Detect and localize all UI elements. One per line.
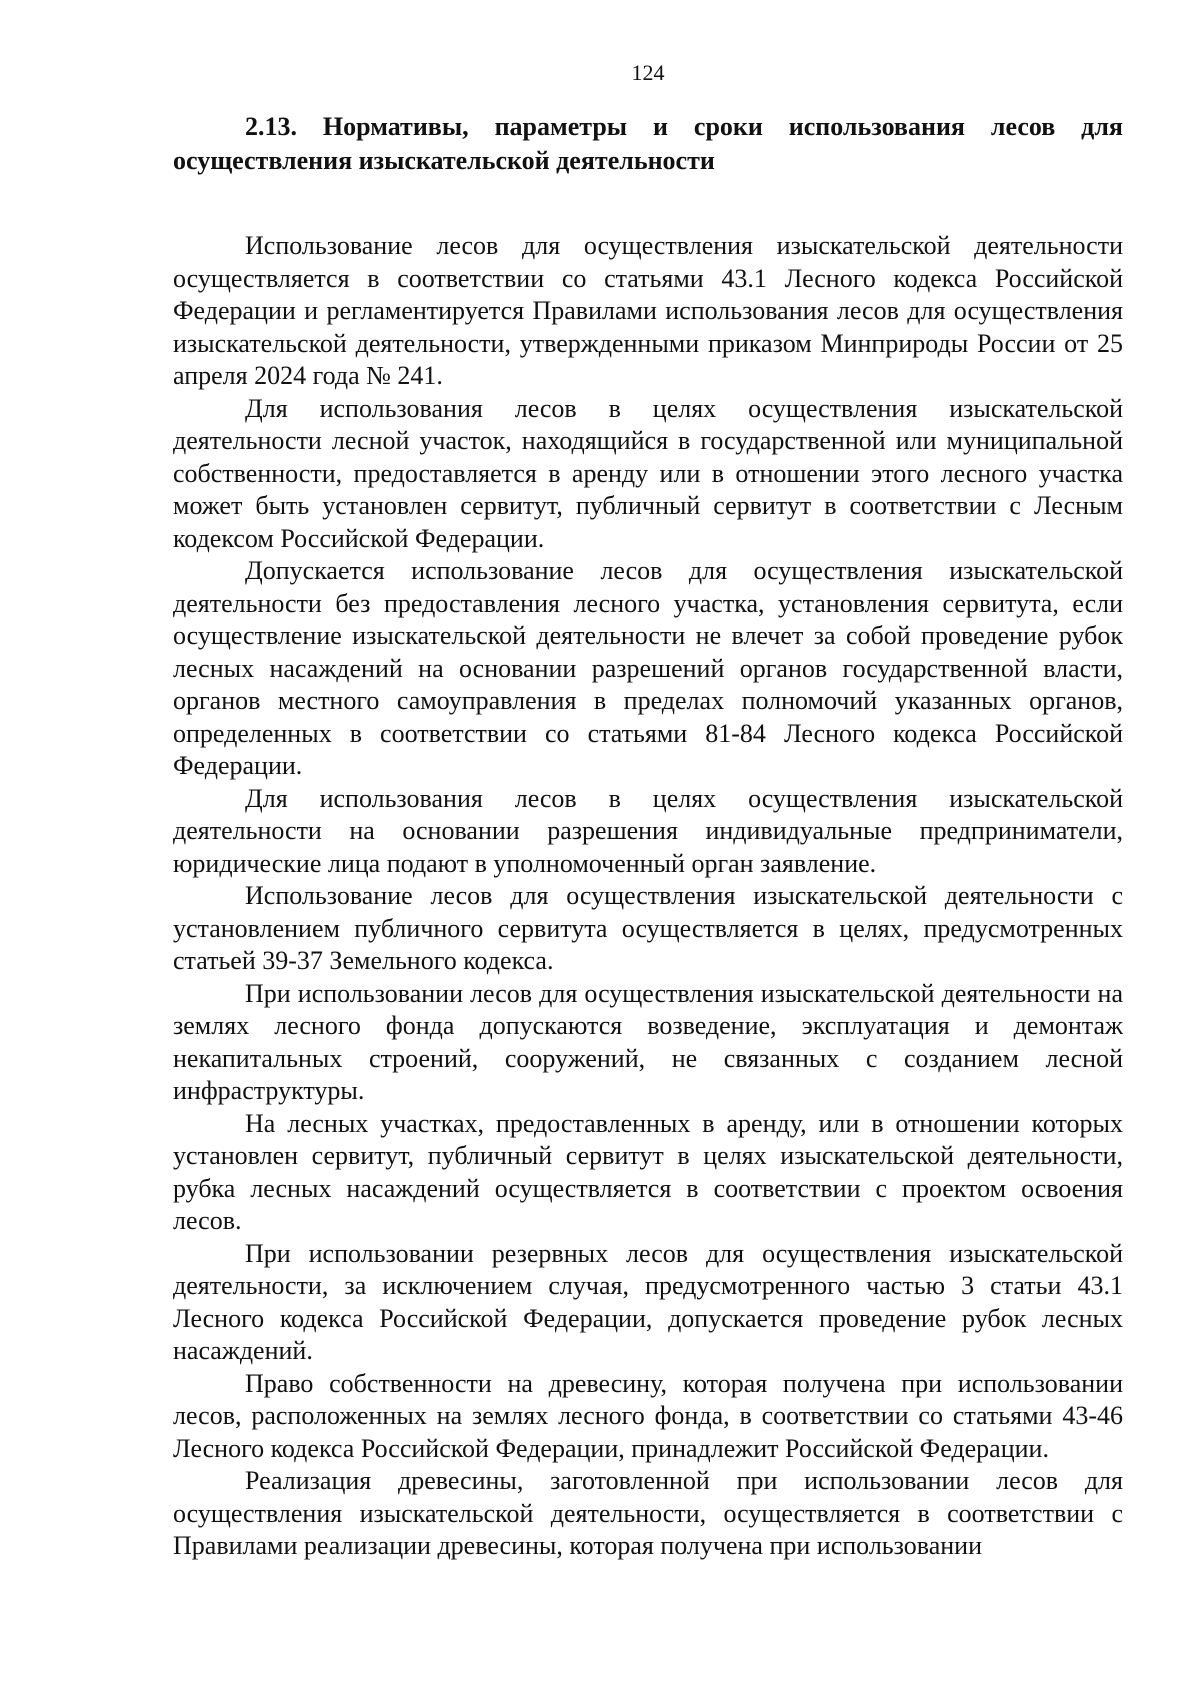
paragraph: Использование лесов для осуществления изыскательской деятельности с установлением публичного сервитута осуществляется в целях, предусмотренных статьей 39-37 Земельного кодекса.: [173, 881, 1123, 975]
paragraph: При использовании резервных лесов для осуществления изыскательской деятельности, за исключением случая, предусмотренного частью 3 статьи 43.1 Лесного кодекса Российской Федерации, допускается проведение рубок лесных насаждений.: [173, 1238, 1123, 1365]
paragraph: Реализация древесины, заготовленной при использовании лесов для осуществления изыскательской деятельности, осуществляется в соответствии с Правилами реализации древесины, которая получена при использовании: [173, 1466, 1123, 1560]
paragraph: Для использования лесов в целях осуществления изыскательской деятельности лесной участок, находящийся в государственной или муниципальной собственности, предоставляется в аренду или в отношении этого лесного участка может быть установлен сервитут, публичный сервитут в соответствии с Лесным кодексом Российской Федерации.: [173, 393, 1123, 553]
paragraph: На лесных участках, предоставленных в аренду, или в отношении которых установлен сервитут, публичный сервитут в целях изыскательской деятельности, рубка лесных насаждений осуществляется в соответствии с проектом освоения лесов.: [173, 1108, 1123, 1235]
paragraph: Допускается использование лесов для осуществления изыскательской деятельности без предоставления лесного участка, установления сервитута, если осуществление изыскательской деятельности не влечет за собой проведение рубок лесных насаждений на основании разрешений органов государственной власти, органов местного самоуправления в пределах полномочий указанных органов, определенных в соответствии со статьями 81-84 Лесного кодекса Российской Федерации.: [173, 556, 1123, 780]
paragraph: Для использования лесов в целях осуществления изыскательской деятельности на основании разрешения индивидуальные предприниматели, юридические лица подают в уполномоченный орган заявление.: [173, 783, 1123, 878]
paragraph: Право собственности на древесину, которая получена при использовании лесов, расположенных на землях лесного фонда, в соответствии со статьями 43-46 Лесного кодекса Российской Федерации, принадлежит Российской Федерации.: [173, 1368, 1123, 1463]
document-page: [173, 60, 1123, 1563]
paragraph: Использование лесов для осуществления изыскательской деятельности осуществляется в соответствии со статьями 43.1 Лесного кодекса Российской Федерации и регламентируется Правилами использования лесов для осуществления изыскательской деятельности, утвержденными приказом Минприроды России от 25 апреля 2024 года № 241.: [173, 231, 1123, 390]
page-number: 124: [631, 60, 665, 85]
paragraph: При использовании лесов для осуществления изыскательской деятельности на землях лесного фонда допускаются возведение, эксплуатация и демонтаж некапитальных строений, сооружений, не связанных с созданием лесной инфраструктуры.: [173, 978, 1123, 1105]
section-heading: 2.13. Нормативы, параметры и сроки использования лесов для осуществления изыскательской деятельности: [173, 112, 1123, 175]
